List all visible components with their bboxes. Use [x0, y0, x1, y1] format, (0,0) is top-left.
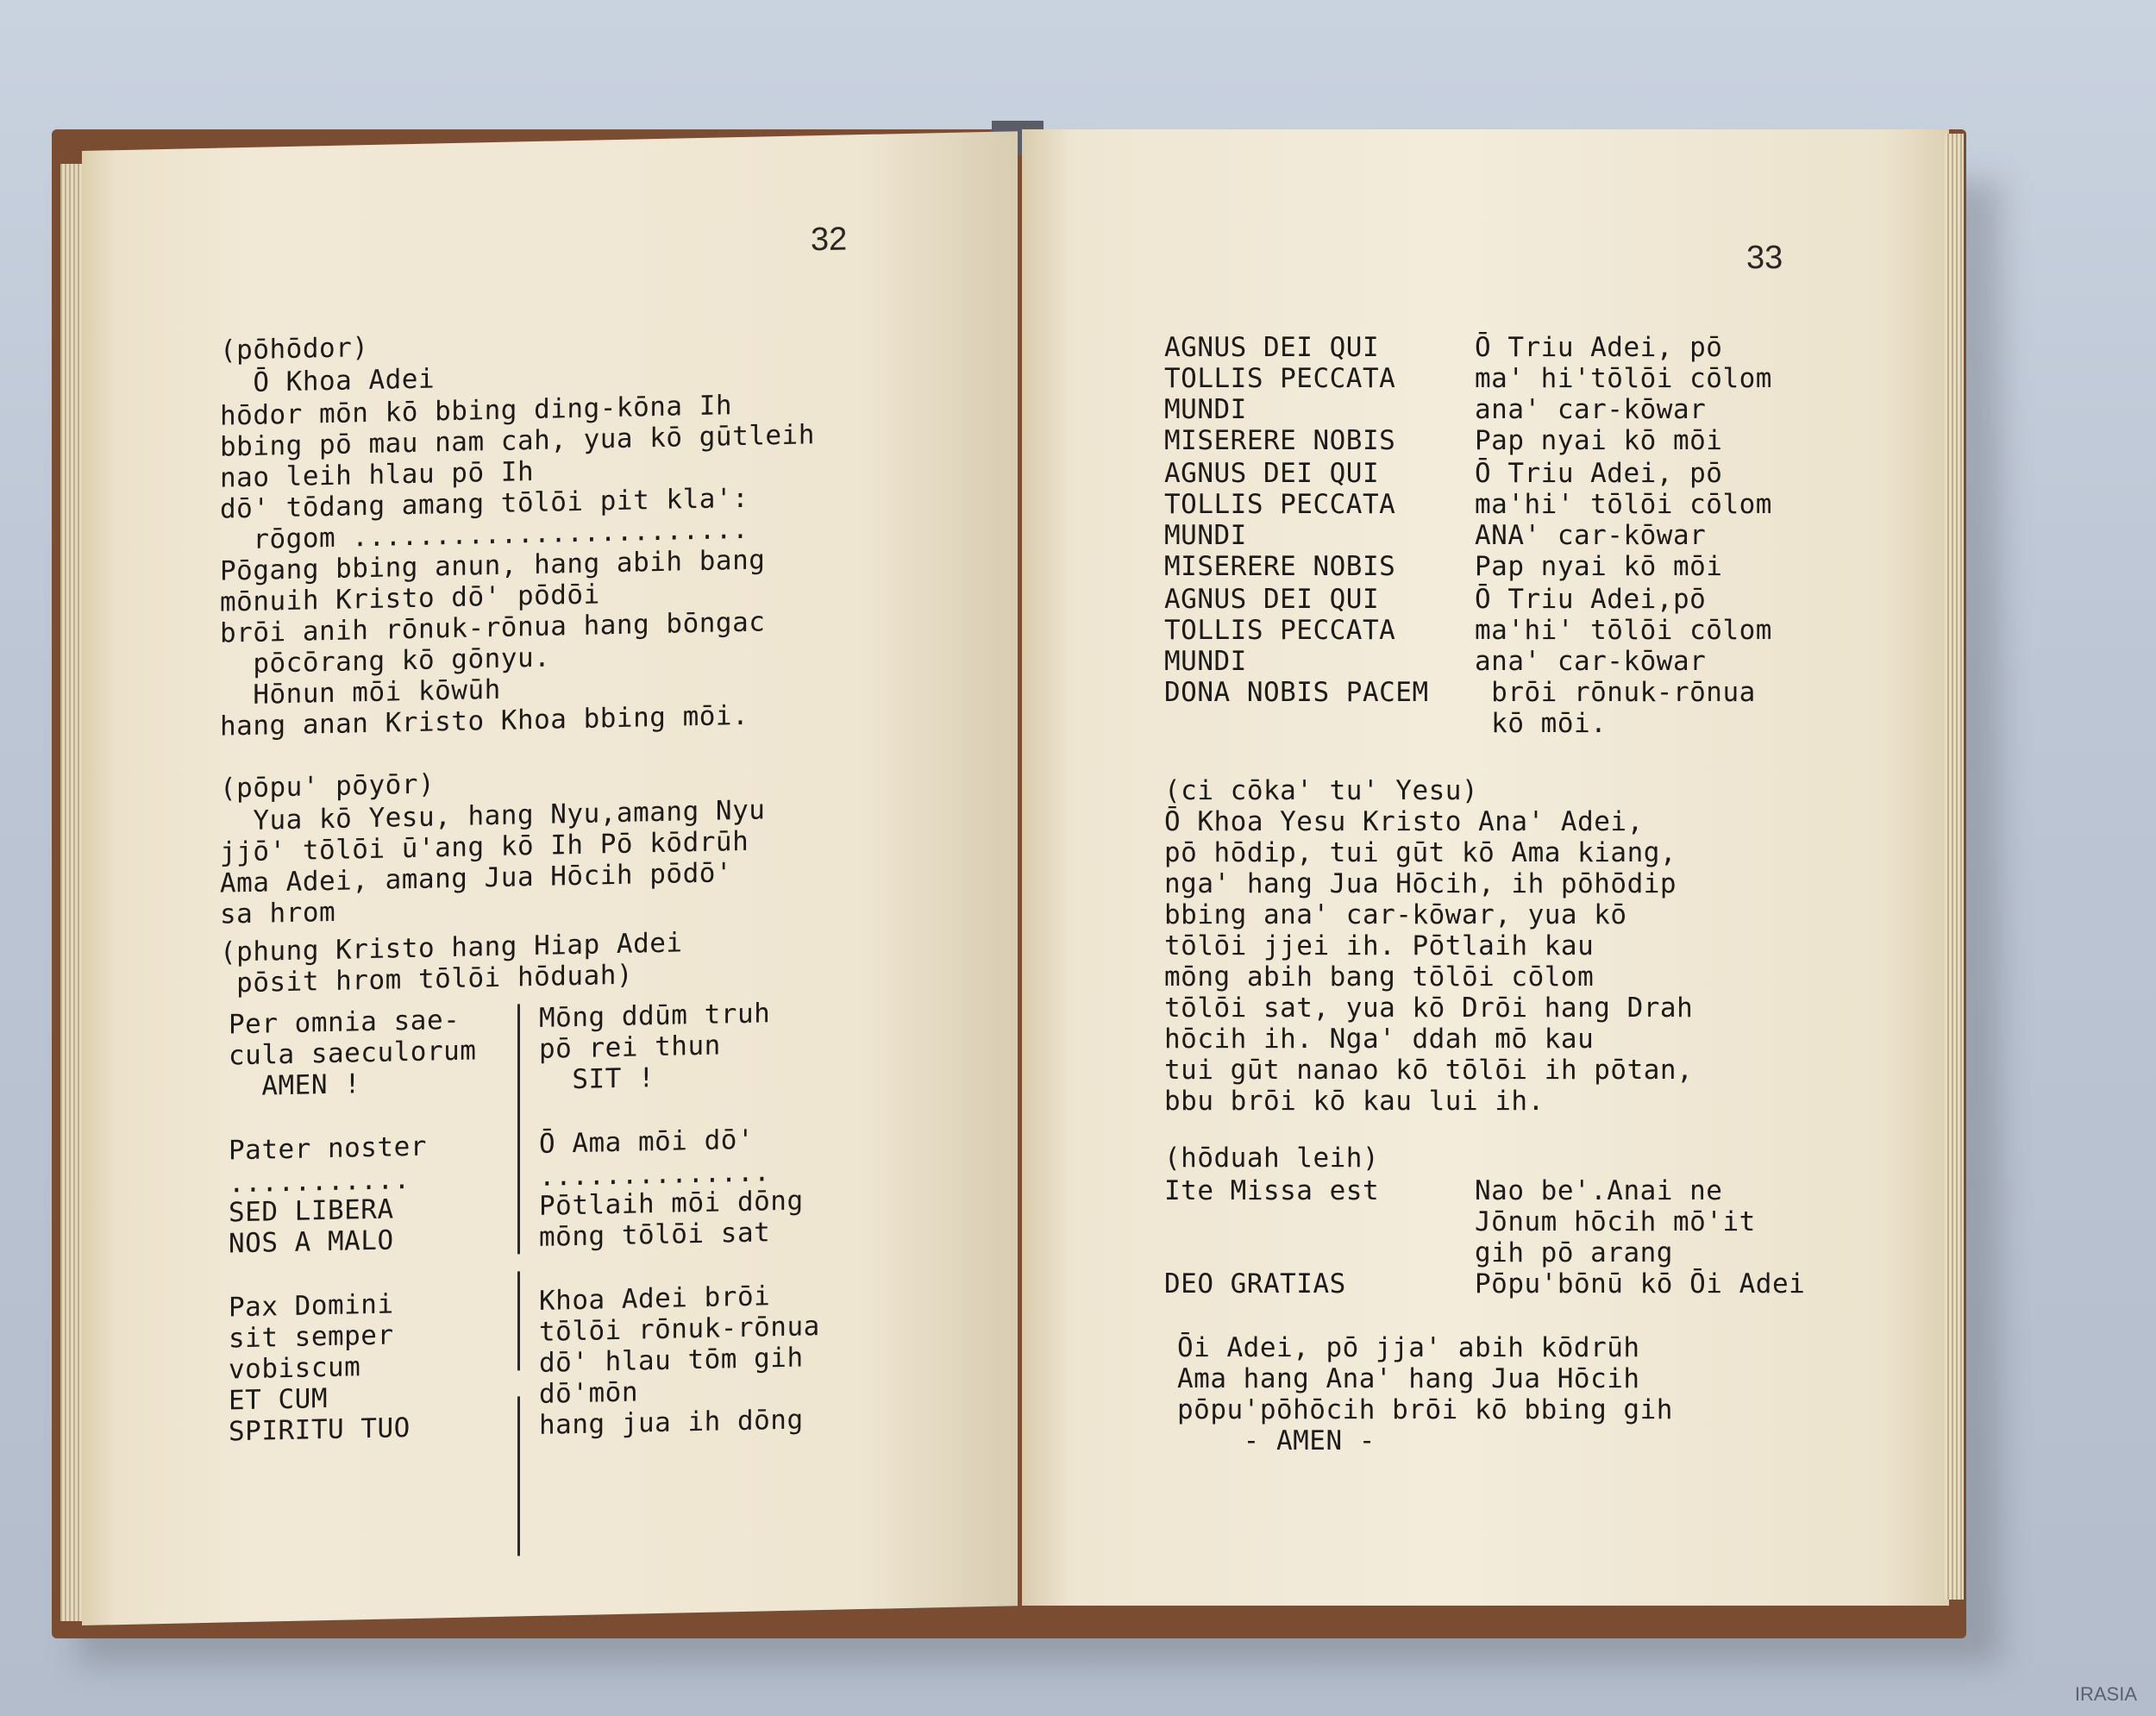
latin-line: AGNUS DEI QUI [1164, 584, 1380, 615]
page-number: 33 [1746, 240, 1783, 276]
prayer-line: (ci cōka' tu' Yesu) [1164, 775, 1479, 806]
text-line: (phung Kristo hang Hiap Adei [220, 927, 683, 968]
translation-line: Pap nyai kō mōi [1475, 425, 1723, 456]
translation-line: brōi rōnuk-rōnua [1475, 677, 1756, 708]
text-line: hōdor mōn kō bbing ding-kōna Ih [220, 390, 733, 432]
text-line: Yua kō Yesu, hang Nyu,amang Nyu [220, 794, 766, 837]
prayer-line: tui gūt nanao kō tōlōi ih pōtan, [1164, 1055, 1694, 1086]
left-page-edges [60, 164, 85, 1621]
translation-line: gih pō arang [1475, 1237, 1673, 1268]
prayer-line: nga' hang Jua Hōcih, ih pōhōdip [1164, 868, 1677, 899]
closing-line: - AMEN - [1177, 1425, 1376, 1456]
translation-line: Jōnum hōcih mō'it [1475, 1206, 1756, 1237]
translation-line: Nao be'.Anai ne [1475, 1175, 1723, 1206]
latin-line: NOS A MALO [229, 1224, 394, 1260]
closing-line: pōpu'pōhōcih brōi kō bbing gih [1177, 1394, 1673, 1425]
column-divider [517, 1004, 520, 1254]
translation-line: Pōtlaih mōi dōng [539, 1185, 804, 1222]
column-divider [517, 1271, 520, 1370]
prayer-line: pō hōdip, tui gūt kō Ama kiang, [1164, 837, 1677, 868]
latin-line: ........... [229, 1164, 411, 1199]
translation-line: hang jua ih dōng [539, 1404, 804, 1441]
translation-line: Pōpu'bōnū kō Ōi Adei [1475, 1268, 1806, 1300]
translation-line: Ō Triu Adei, pō [1475, 458, 1723, 489]
left-page [82, 131, 1018, 1625]
text-line: rōgom ........................ [220, 513, 749, 556]
translation-line: SIT ! [539, 1062, 655, 1096]
text-line: Ō Khoa Adei [220, 363, 436, 399]
translation-line: Khoa Adei brōi [539, 1281, 771, 1317]
translation-line: Ō Ama mōi dō' [539, 1124, 755, 1160]
translation-line: Mōng ddūm truh [539, 998, 771, 1034]
latin-line: AGNUS DEI QUI [1164, 332, 1380, 363]
latin-line: TOLLIS PECCATA [1164, 363, 1396, 394]
prayer-line: tōlōi sat, yua kō Drōi hang Drah [1164, 993, 1694, 1024]
latin-line: MISERERE NOBIS [1164, 551, 1396, 582]
prayer-line: Ō Khoa Yesu Kristo Ana' Adei, [1164, 806, 1644, 837]
latin-line: MUNDI [1164, 520, 1247, 551]
translation-line: ana' car-kōwar [1475, 394, 1707, 425]
latin-line: MUNDI [1164, 394, 1247, 425]
latin-line: Pax Domini [229, 1288, 394, 1324]
translation-line: dō' hlau tōm gih [539, 1342, 804, 1379]
latin-line: Per omnia sae- [229, 1004, 461, 1041]
translation-line: kō mōi. [1475, 708, 1608, 739]
watermark: IRASIA [2074, 1683, 2137, 1705]
prayer-line: hōcih ih. Nga' ddah mō kau [1164, 1024, 1595, 1055]
latin-line: ET CUM [229, 1383, 328, 1417]
latin-line: sit semper [229, 1319, 394, 1355]
latin-line: Ite Missa est [1164, 1175, 1380, 1206]
translation-line: dō'mōn [539, 1376, 638, 1410]
closing-line: Ama hang Ana' hang Jua Hōcih [1177, 1363, 1640, 1394]
closing-line: Ōi Adei, pō jja' abih kōdrūh [1177, 1332, 1640, 1363]
translation-line: ma' hi'tōlōi cōlom [1475, 363, 1772, 394]
translation-line: .............. [539, 1156, 771, 1193]
text-line: nao leih hlau pō Ih [220, 456, 535, 494]
translation-line: Ō Triu Adei, pō [1475, 332, 1723, 363]
column-divider [517, 1396, 520, 1556]
prayer-line: bbu brōi kō kau lui ih. [1164, 1086, 1545, 1117]
text-line: Ama Adei, amang Jua Hōcih pōdō' [220, 857, 733, 899]
translation-line: Pap nyai kō mōi [1475, 551, 1723, 582]
translation-line: pō rei thun [539, 1030, 721, 1065]
latin-line: SED LIBERA [229, 1193, 394, 1229]
text-line: (pōpu' pōyōr) [220, 768, 436, 805]
right-page [1022, 129, 1949, 1606]
latin-line: cula saeculorum [229, 1035, 477, 1072]
latin-line: vobiscum [229, 1351, 361, 1386]
text-line: bbing pō mau nam cah, yua kō gūtleih [220, 419, 815, 463]
translation-line: ANA' car-kōwar [1475, 520, 1707, 551]
prayer-line: tōlōi jjei ih. Pōtlaih kau [1164, 930, 1595, 961]
latin-line: TOLLIS PECCATA [1164, 489, 1396, 520]
page-number: 32 [811, 221, 848, 259]
translation-line: ana' car-kōwar [1475, 646, 1707, 677]
latin-line: DONA NOBIS PACEM [1164, 677, 1429, 708]
right-page-edges [1945, 134, 1964, 1600]
text-line: jjō' tōlōi ū'ang kō Ih Pō kōdrūh [220, 825, 749, 868]
text-line: Hōnun mōi kōwūh [220, 673, 501, 711]
latin-line: TOLLIS PECCATA [1164, 615, 1396, 646]
latin-line: AMEN ! [229, 1068, 361, 1103]
latin-line: SPIRITU TUO [229, 1412, 411, 1448]
text-line: dō' tōdang amang tōlōi pit kla': [220, 482, 749, 525]
text-line: (pōhōdor) [220, 332, 369, 366]
translation-line: ma'hi' tōlōi cōlom [1475, 615, 1772, 646]
latin-line: Pater noster [229, 1130, 427, 1167]
text-line: Pōgang bbing anun, hang abih bang [220, 544, 766, 587]
translation-line: Ō Triu Adei,pō [1475, 584, 1707, 615]
prayer-line: bbing ana' car-kōwar, yua kō [1164, 899, 1627, 930]
translation-line: ma'hi' tōlōi cōlom [1475, 489, 1772, 520]
latin-line: MUNDI [1164, 646, 1247, 677]
translation-line: mōng tōlōi sat [539, 1217, 771, 1253]
text-line: hang anan Kristo Khoa bbing mōi. [220, 699, 749, 742]
dismissal-heading: (hōduah leih) [1164, 1143, 1380, 1174]
text-line: pōcōrang kō gōnyu. [220, 642, 551, 680]
text-line: sa hrom [220, 896, 336, 930]
text-line: brōi anih rōnuk-rōnua hang bōngac [220, 606, 766, 649]
text-line: mōnuih Kristo dō' pōdōi [220, 579, 600, 618]
prayer-line: mōng abih bang tōlōi cōlom [1164, 961, 1595, 993]
latin-line: AGNUS DEI QUI [1164, 458, 1380, 489]
latin-line: MISERERE NOBIS [1164, 425, 1396, 456]
latin-line: DEO GRATIAS [1164, 1268, 1346, 1300]
translation-line: tōlōi rōnuk-rōnua [539, 1311, 820, 1348]
text-line: pōsit hrom tōlōi hōduah) [220, 959, 634, 999]
